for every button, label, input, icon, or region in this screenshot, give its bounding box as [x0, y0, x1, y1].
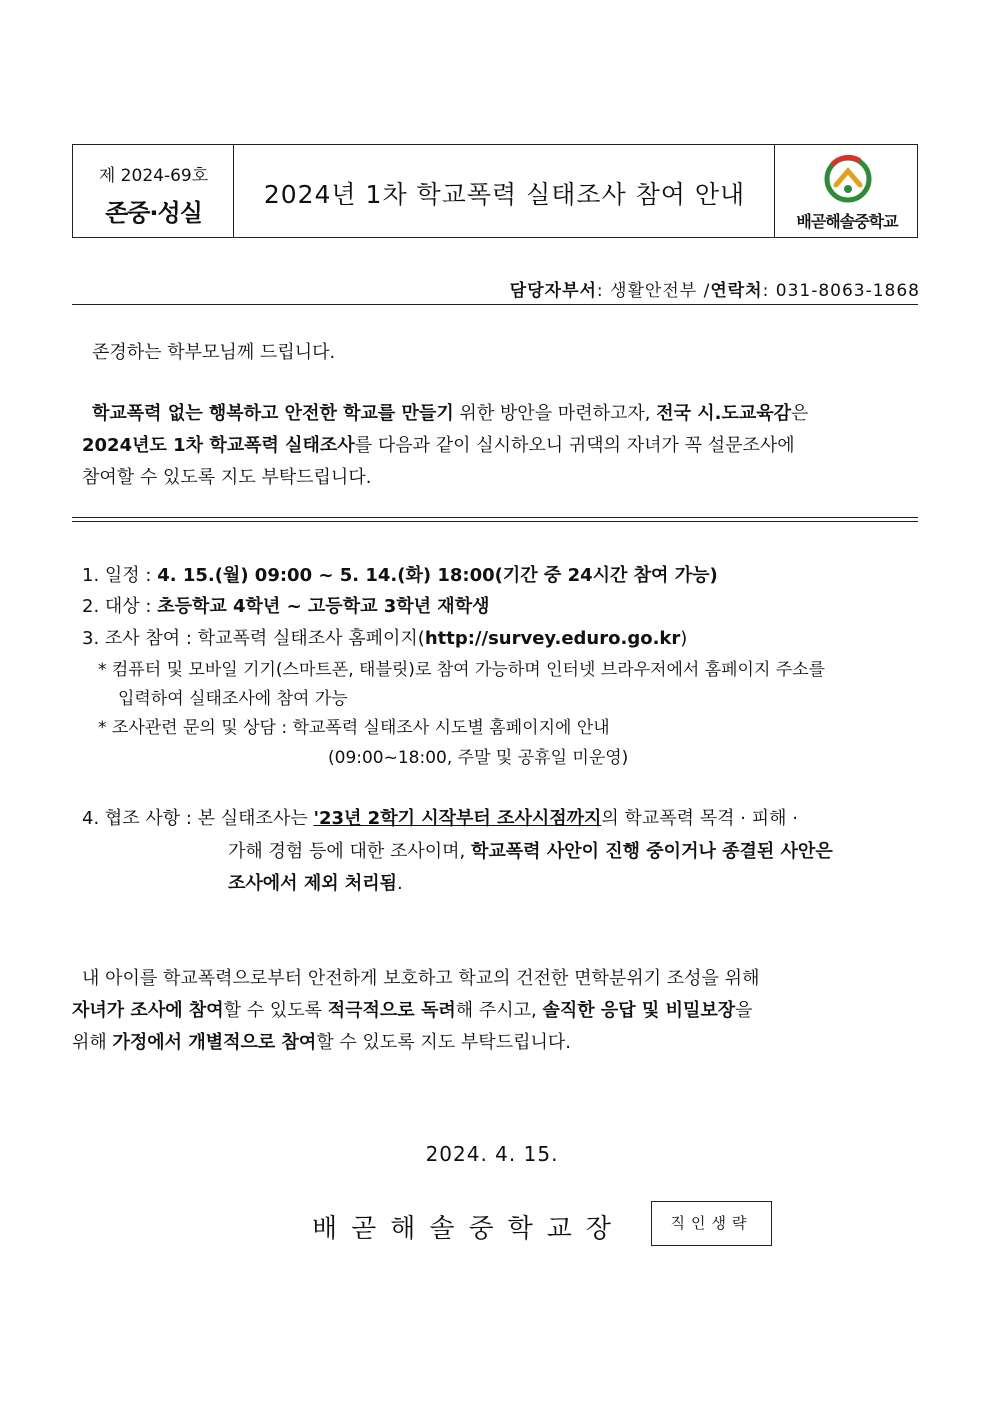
item-participation [82, 624, 687, 650]
school-logo-text: 배곧해솔중학교 [796, 212, 898, 231]
closing-line-3 [72, 1028, 571, 1054]
intro-text-2: 은 [791, 403, 809, 424]
intro-text-3: 를 다음과 같이 실시하오니 귀댁의 자녀가 꼭 설문조사에 [354, 435, 795, 456]
closing-bold-4: 가정에서 개별적으로 참여 [112, 1032, 317, 1053]
closing-text-1: 할 수 있도록 [223, 1000, 328, 1021]
item-participation-label: 3. 조사 참여 : 학교폭력 실태조사 홈페이지( [82, 628, 425, 649]
school-motto: 존중·성실 [105, 199, 202, 227]
item-cooperation-text: 의 학교폭력 목격 · 피해 · [601, 808, 798, 829]
contact-line: 담당자부서: 생활안전부 /연락처: 031-8063-1868 [509, 281, 920, 301]
intro-line-1 [82, 398, 908, 430]
item-cooperation-line-2 [228, 837, 833, 863]
header-doc-info [73, 145, 234, 237]
closing-line-1: 내 아이를 학교폭력으로부터 안전하게 보호하고 학교의 건전한 면학분위기 조성을 위해 [82, 968, 760, 989]
item-cooperation-line-3 [228, 869, 403, 895]
intro-bold-2: 전국 시.도교육감 [656, 403, 792, 424]
item-schedule-label: 1. 일정 : [82, 565, 158, 586]
intro-text-1: 위한 방안을 마련하고자, [453, 403, 657, 424]
item-participation-close: ) [680, 628, 688, 649]
intro-paragraph [82, 398, 908, 494]
item-cooperation-label: 4. 협조 사항 : 본 실태조사는 [82, 808, 314, 829]
closing-bold-2: 적극적으로 독려 [327, 1000, 456, 1021]
item-cooperation-period: '23년 2학기 시작부터 조사시점까지 [313, 808, 602, 829]
closing-text-2: 해 주시고, [455, 1000, 543, 1021]
intro-line-2 [82, 430, 908, 462]
dept-value: 생활안전부 [610, 281, 698, 301]
closing-bold-1: 자녀가 조사에 참여 [72, 1000, 224, 1021]
document-header [72, 144, 918, 238]
closing-bold-3: 솔직한 응답 및 비밀보장 [542, 1000, 736, 1021]
principal-signature: 배곧해솔중학교장 [312, 1214, 625, 1244]
note-1-line-1: * 컴퓨터 및 모바일 기기(스마트폰, 태블릿)로 참여 가능하며 인터넷 브라우저에서 홈페이지 주소를 [98, 660, 826, 680]
school-logo-icon [822, 155, 874, 203]
divider-double-bottom [72, 521, 918, 522]
note-1-line-2: 입력하여 실태조사에 참여 가능 [118, 689, 348, 709]
intro-bold-3: 2024년도 1차 학교폭력 실태조사 [82, 435, 355, 456]
document-title: 2024년 1차 학교폭력 실태조사 참여 안내 [263, 180, 746, 209]
item-cooperation-end: . [397, 873, 403, 894]
item-target-value: 초등학교 4학년 ~ 고등학교 3학년 재학생 [157, 596, 490, 617]
item-cooperation-text-2: 가해 경험 등에 대한 조사이며, [228, 841, 471, 862]
survey-url-link[interactable]: http://survey.eduro.go.kr [424, 628, 681, 649]
item-target-label: 2. 대상 : [82, 596, 158, 617]
closing-text-3: 을 [735, 1000, 753, 1021]
item-schedule-value: 4. 15.(월) 09:00 ~ 5. 14.(화) 18:00(기간 중 24시간 참여 가능) [157, 565, 718, 586]
item-schedule [82, 561, 718, 587]
closing-text-5: 할 수 있도록 지도 부탁드립니다. [316, 1032, 571, 1053]
note-2-line-1: * 조사관련 문의 및 상담 : 학교폭력 실태조사 시도별 홈페이지에 안내 [98, 718, 610, 738]
dept-label: 담당자부서 [509, 281, 597, 301]
divider-double-top [72, 517, 918, 518]
item-cooperation-bold-2: 학교폭력 사안이 진행 중이거나 종결된 사안은 [471, 841, 833, 862]
document-number: 제 2024-69호 [98, 166, 209, 186]
item-cooperation-bold-3: 조사에서 제외 처리됨 [228, 873, 398, 894]
header-logo-cell [775, 145, 919, 237]
divider [72, 304, 918, 305]
greeting: 존경하는 학부모님께 드립니다. [92, 342, 336, 363]
seal-omitted-box: 직인생략 [651, 1201, 772, 1246]
closing-text-4: 위해 [72, 1032, 113, 1053]
intro-line-3: 참여할 수 있도록 지도 부탁드립니다. [82, 467, 372, 488]
issue-date: 2024. 4. 15. [425, 1142, 559, 1166]
note-2-line-2: (09:00~18:00, 주말 및 공휴일 미운영) [328, 748, 629, 768]
closing-line-2 [72, 996, 753, 1022]
item-cooperation-line-1 [82, 804, 798, 830]
header-title-cell [234, 145, 775, 237]
intro-bold-1: 학교폭력 없는 행복하고 안전한 학교를 만들기 [92, 403, 454, 424]
item-target [82, 592, 489, 618]
phone-label: 연락처 [710, 281, 763, 301]
phone-value: 031-8063-1868 [775, 281, 920, 301]
